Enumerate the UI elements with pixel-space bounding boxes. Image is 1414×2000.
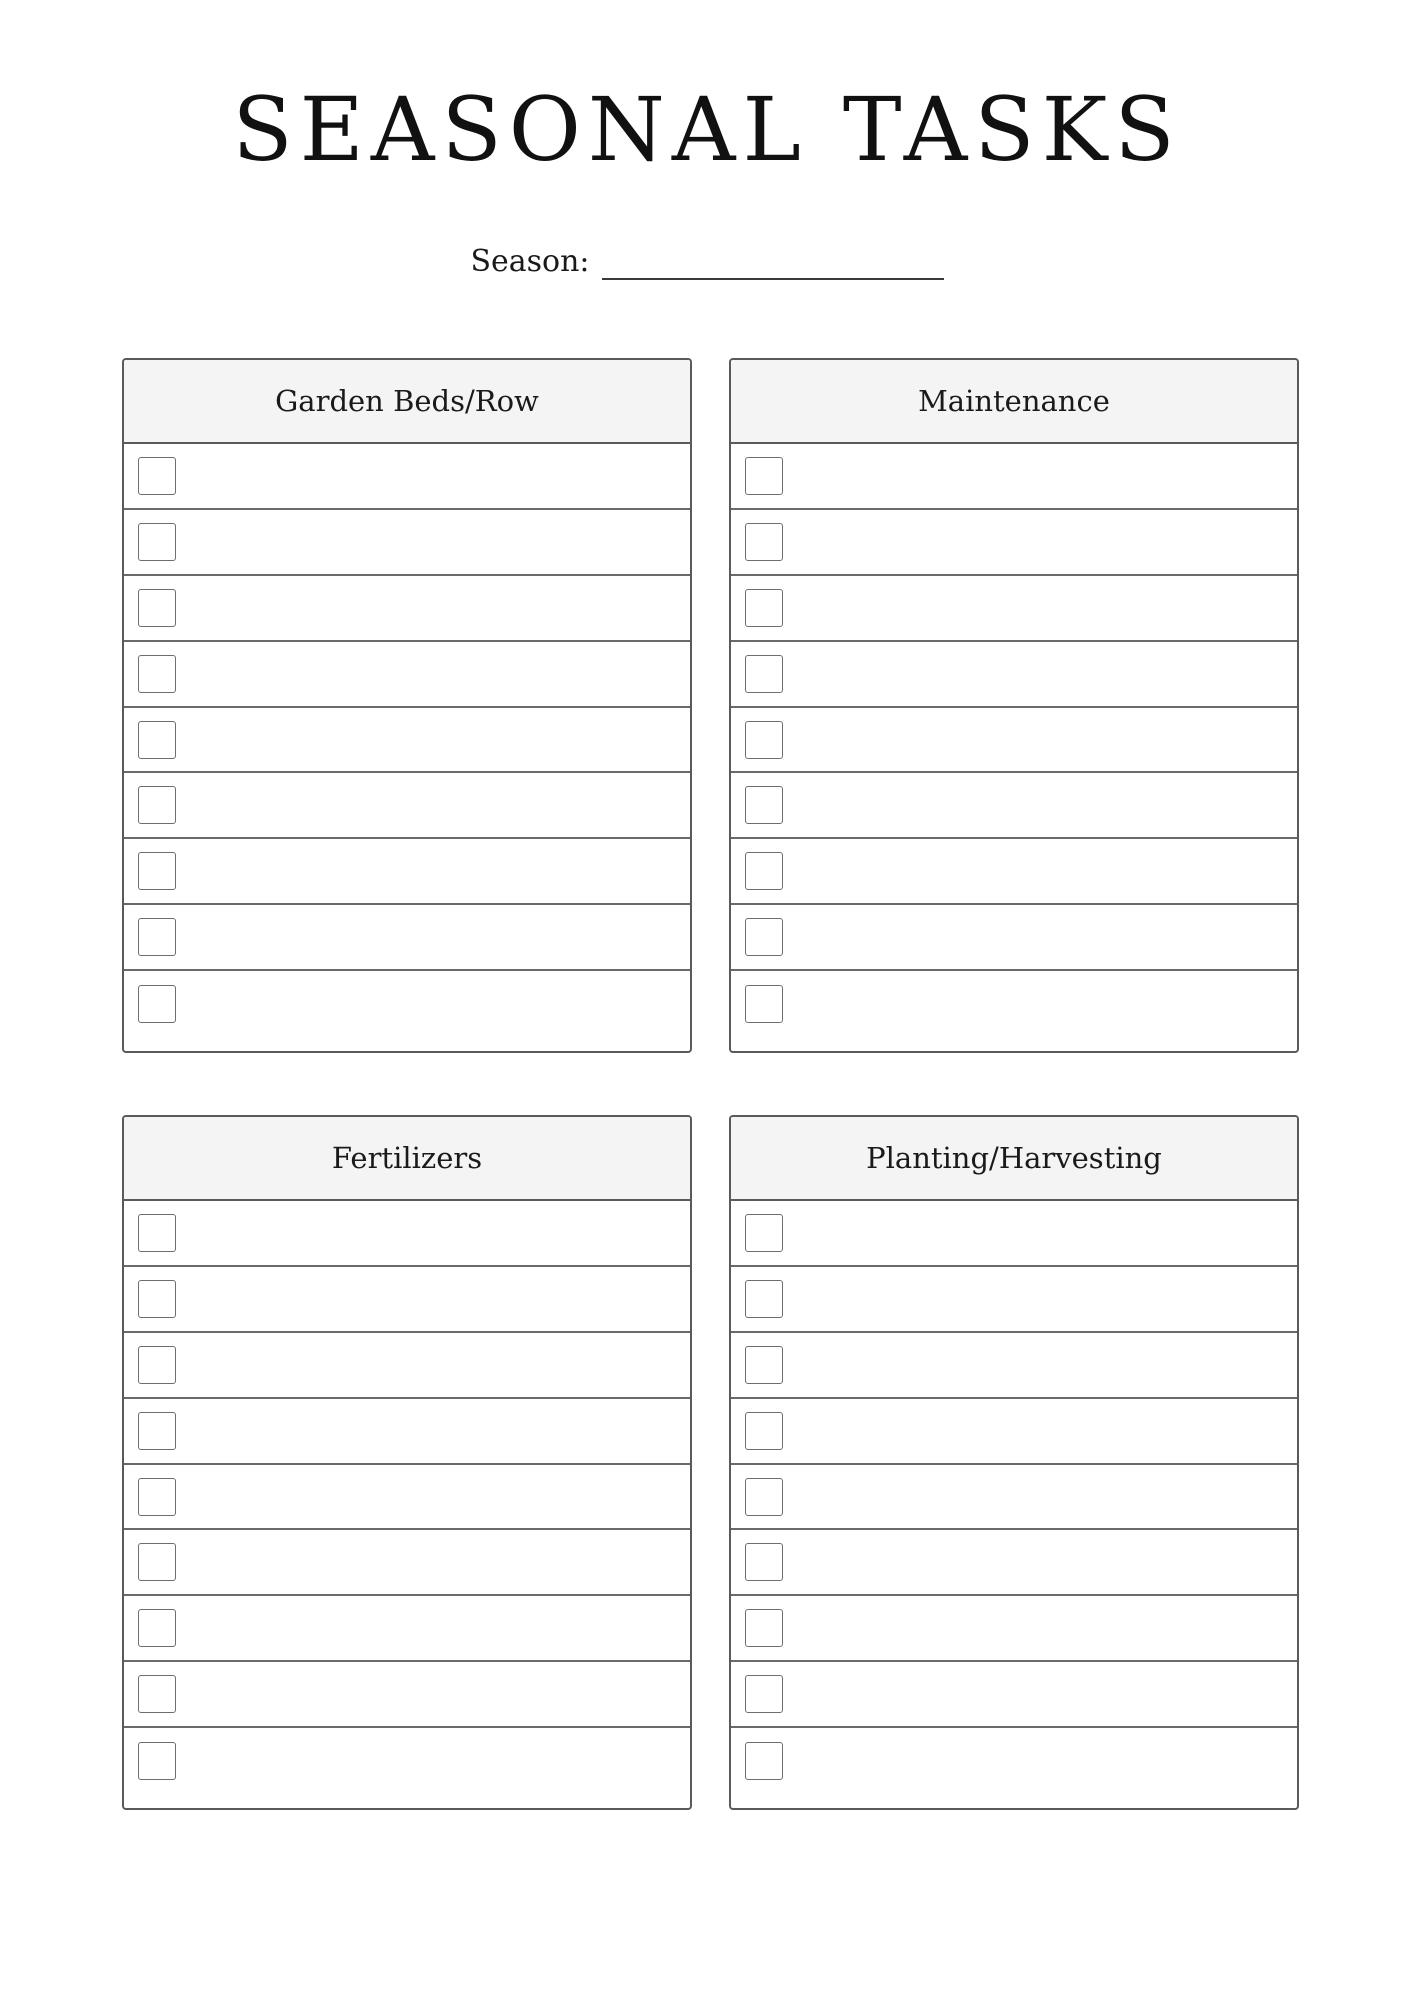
checkbox[interactable] [745,1609,783,1647]
checkbox[interactable] [138,457,176,495]
checkbox[interactable] [138,589,176,627]
section-rows [124,444,690,1037]
checkbox[interactable] [745,1478,783,1516]
checklist-row[interactable] [124,1596,690,1662]
checklist-row[interactable] [731,773,1297,839]
checklist-row[interactable] [124,773,690,839]
checklist-row[interactable] [731,1399,1297,1465]
checkbox[interactable] [745,655,783,693]
checklist-row[interactable] [731,708,1297,774]
checkbox[interactable] [138,721,176,759]
checklist-row[interactable] [731,1596,1297,1662]
checklist-row[interactable] [731,510,1297,576]
checklist-row[interactable] [124,1399,690,1465]
checklist-row[interactable] [731,971,1297,1037]
checkbox[interactable] [138,1742,176,1780]
checklist-row[interactable] [124,642,690,708]
checkbox[interactable] [745,1543,783,1581]
checkbox[interactable] [138,1346,176,1384]
checkbox[interactable] [745,523,783,561]
section-rows [731,444,1297,1037]
section-header: Maintenance [731,360,1297,444]
checklist-row[interactable] [124,444,690,510]
checklist-row[interactable] [731,1728,1297,1794]
checkbox[interactable] [138,1675,176,1713]
checkbox[interactable] [138,985,176,1023]
checkbox[interactable] [745,852,783,890]
checklist-row[interactable] [731,444,1297,510]
checklist-row[interactable] [124,1530,690,1596]
checkbox[interactable] [745,1346,783,1384]
checklist-row[interactable] [731,905,1297,971]
checkbox[interactable] [745,1280,783,1318]
checklist-row[interactable] [731,1333,1297,1399]
checkbox[interactable] [745,786,783,824]
checklist-row[interactable] [124,1465,690,1531]
checklist-row[interactable] [124,839,690,905]
section-header: Garden Beds/Row [124,360,690,444]
checkbox[interactable] [745,457,783,495]
checklist-row[interactable] [731,839,1297,905]
checklist-row[interactable] [124,1662,690,1728]
checkbox[interactable] [745,721,783,759]
checkbox[interactable] [138,918,176,956]
checkbox[interactable] [745,918,783,956]
checkbox[interactable] [745,1675,783,1713]
checklist-row[interactable] [124,576,690,642]
checkbox[interactable] [138,523,176,561]
checkbox[interactable] [138,1412,176,1450]
checkbox[interactable] [138,655,176,693]
checkbox[interactable] [138,852,176,890]
checklist-row[interactable] [124,1728,690,1794]
checklist-row[interactable] [731,1267,1297,1333]
checkbox[interactable] [745,1742,783,1780]
checkbox[interactable] [138,1280,176,1318]
checklist-row[interactable] [124,971,690,1037]
checklist-row[interactable] [731,1530,1297,1596]
section-maintenance [729,358,1299,1053]
checklist-row[interactable] [731,1662,1297,1728]
checkbox[interactable] [138,1214,176,1252]
checklist-row[interactable] [124,708,690,774]
checkbox[interactable] [745,1214,783,1252]
checklist-row[interactable] [731,1201,1297,1267]
section-planting-harvesting [729,1115,1299,1810]
season-input-line[interactable] [602,248,944,280]
checklist-row[interactable] [731,576,1297,642]
checkbox[interactable] [138,1478,176,1516]
checklist-row[interactable] [731,642,1297,708]
checklist-row[interactable] [731,1465,1297,1531]
season-label: Season: [470,244,590,279]
checkbox[interactable] [745,1412,783,1450]
section-garden-beds-row [122,358,692,1053]
checklist-row[interactable] [124,905,690,971]
section-rows [124,1201,690,1794]
checklist-row[interactable] [124,1333,690,1399]
checklist-row[interactable] [124,1201,690,1267]
checkbox[interactable] [745,589,783,627]
checklist-row[interactable] [124,510,690,576]
page-title: SEASONAL TASKS [232,78,1182,181]
checkbox[interactable] [745,985,783,1023]
section-rows [731,1201,1297,1794]
section-fertilizers [122,1115,692,1810]
checkbox[interactable] [138,1543,176,1581]
section-header: Fertilizers [124,1117,690,1201]
checklist-row[interactable] [124,1267,690,1333]
checkbox[interactable] [138,786,176,824]
checkbox[interactable] [138,1609,176,1647]
season-field [0,244,1414,280]
section-header: Planting/Harvesting [731,1117,1297,1201]
